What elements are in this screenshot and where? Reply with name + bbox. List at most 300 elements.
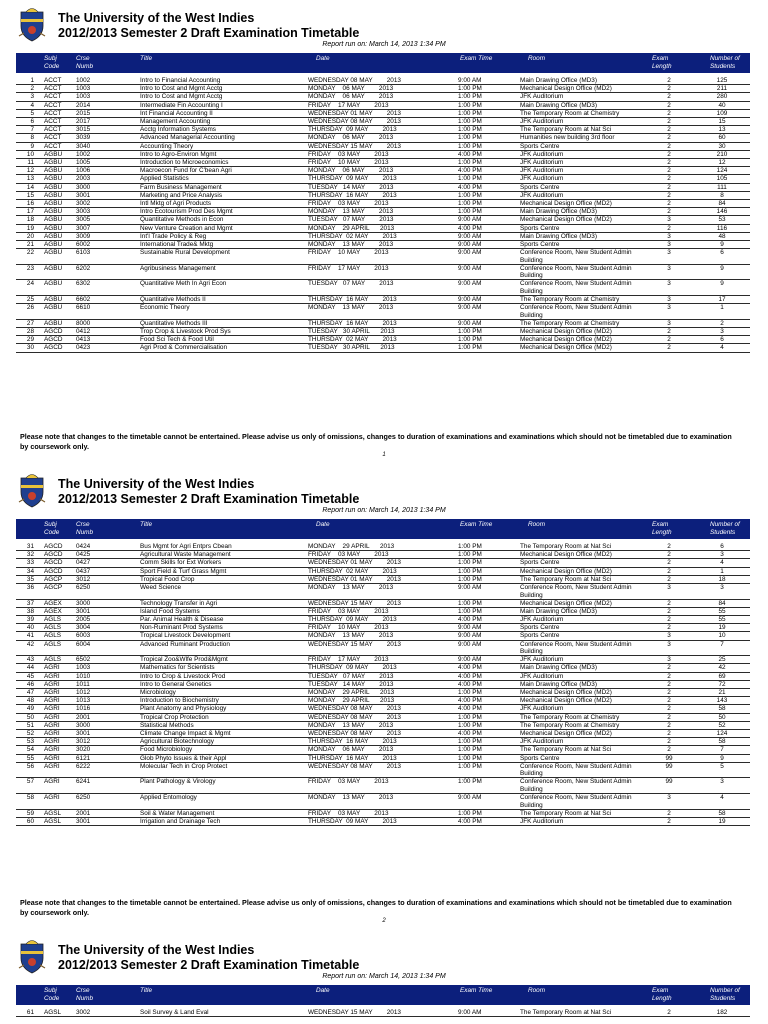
exam-time: 9:00 AM <box>458 794 482 801</box>
table-row <box>16 730 750 738</box>
course-title: Weed Science <box>140 584 182 591</box>
crse-numb: 3015 <box>76 126 91 134</box>
exam-length: 2 <box>667 118 671 125</box>
course-title: Microbiology <box>140 689 176 696</box>
crse-numb: 1012 <box>76 689 91 696</box>
row-number: 21 <box>26 241 34 248</box>
exam-time: 1:00 PM <box>458 778 482 786</box>
exam-time: 1:00 PM <box>458 134 482 142</box>
row-number: 58 <box>26 794 34 801</box>
crse-numb: 0424 <box>76 543 91 550</box>
subj-code: AGBU <box>44 319 63 327</box>
exam-time: 1:00 PM <box>458 208 482 216</box>
exam-length: 2 <box>667 200 671 207</box>
table-row <box>16 126 750 134</box>
crse-numb: 3000 <box>76 599 91 607</box>
exam-date: MONDAY 29 APRIL 2013 <box>308 543 395 550</box>
exam-room: The Temporary Room at Nat Sci <box>520 746 612 754</box>
exam-room: The Temporary Room at Nat Sci <box>520 543 612 550</box>
course-title: Applied Statistics <box>140 175 189 183</box>
exam-time: 4:00 PM <box>458 224 482 232</box>
student-count: 3 <box>720 551 724 559</box>
exam-date: THURSDAY 16 MAY 2013 <box>308 738 397 746</box>
exam-date: MONDAY 06 MAY 2013 <box>308 93 394 101</box>
course-title: Introduction to Biochemistry <box>140 697 219 705</box>
subj-code: AGCD <box>44 551 63 559</box>
exam-length: 2 <box>667 616 671 623</box>
course-title: Advanced Ruminant Production <box>140 640 230 648</box>
table-row <box>16 543 750 551</box>
crse-numb: 6202 <box>76 264 91 272</box>
crse-numb: 3020 <box>76 746 91 754</box>
exam-time: 1:00 PM <box>458 559 482 567</box>
crse-numb: 6002 <box>76 241 91 248</box>
subj-code: ACCT <box>44 93 62 101</box>
course-title: Technology Transfer in Agri <box>140 599 218 607</box>
crse-numb: 2001 <box>76 713 91 721</box>
table-row <box>16 85 750 93</box>
row-number: 7 <box>30 126 34 134</box>
exam-date: FRIDAY 10 MAY 2013 <box>308 159 389 166</box>
subj-code: AGLS <box>44 656 62 664</box>
subj-code: AGCD <box>44 543 63 550</box>
course-title: Quantitative Methods III <box>140 319 208 327</box>
course-title: Glob Phyto Issues & their Appl <box>140 754 227 762</box>
row-number: 55 <box>26 754 34 762</box>
exam-length: 2 <box>667 224 671 232</box>
header-subj-code: Subj Code <box>44 521 60 536</box>
subj-code: AGBU <box>44 150 63 158</box>
exam-time: 1:00 PM <box>458 118 482 125</box>
exam-time: 4:00 PM <box>458 697 482 705</box>
course-title: Intro to Crop & Livestock Prod <box>140 672 226 680</box>
subj-code: AGSL <box>44 809 62 817</box>
course-title: Accounting Theory <box>140 142 194 150</box>
course-title: Par. Animal Health & Disease <box>140 616 224 623</box>
row-number: 38 <box>26 607 34 615</box>
student-count: 13 <box>718 126 726 134</box>
table-row <box>16 296 750 304</box>
row-number: 8 <box>30 134 34 142</box>
table-row <box>16 265 750 281</box>
crse-numb: 3007 <box>76 224 91 232</box>
student-count: 40 <box>718 101 726 109</box>
student-count: 182 <box>716 1009 728 1016</box>
subj-code: AGLS <box>44 624 62 632</box>
table-row <box>16 722 750 730</box>
row-number: 61 <box>26 1009 34 1016</box>
row-number: 4 <box>30 101 34 109</box>
timetable-title: 2012/2013 Semester 2 Draft Examination Timetable <box>58 26 360 40</box>
header-exam-time: Exam Time <box>460 55 493 62</box>
exam-room: JFK Auditorium <box>520 817 564 825</box>
crse-numb: 1011 <box>76 680 90 688</box>
course-title: Sustainable Rural Development <box>140 249 230 257</box>
exam-date: FRIDAY 03 MAY 2013 <box>308 809 389 817</box>
exam-date: WEDNESDAY 01 MAY 2013 <box>308 109 401 117</box>
table-row <box>16 336 750 344</box>
exam-time: 1:00 PM <box>458 85 482 93</box>
exam-time: 1:00 PM <box>458 126 482 134</box>
table-row <box>16 705 750 713</box>
course-title: Intro to General Genetics <box>140 680 212 688</box>
student-count: 6 <box>720 336 724 344</box>
table-row <box>16 280 750 296</box>
exam-date: WEDNESDAY 15 MAY 2013 <box>308 640 401 648</box>
course-title: Applied Entomology <box>140 794 197 801</box>
course-title: Macroecon Fund for C'bean Agri <box>140 167 232 175</box>
exam-length: 2 <box>667 77 671 84</box>
header-title: Title <box>140 987 153 994</box>
exam-room: Sports Centre <box>520 754 560 762</box>
header-room: Room <box>528 55 546 62</box>
row-number: 24 <box>26 280 34 288</box>
exam-date: MONDAY 13 MAY 2013 <box>308 241 394 248</box>
exam-room: Mechanical Design Office (MD2) <box>520 200 612 207</box>
student-count: 3 <box>720 778 724 786</box>
exam-room: The Temporary Room at Chemistry <box>520 721 620 729</box>
student-count: 19 <box>718 817 726 825</box>
exam-length: 2 <box>667 328 671 335</box>
exam-time: 1:00 PM <box>458 746 482 754</box>
table-row <box>16 77 750 85</box>
exam-room: JFK Auditorium <box>520 150 564 158</box>
exam-length: 3 <box>667 241 671 248</box>
course-title: Advanced Managerial Accounting <box>140 134 235 142</box>
row-number: 53 <box>26 738 34 746</box>
subj-code: AGRI <box>44 738 60 746</box>
student-count: 124 <box>716 167 728 175</box>
crse-numb: 3004 <box>76 624 91 632</box>
row-number: 25 <box>26 296 34 303</box>
exam-room: Sports Centre <box>520 183 560 191</box>
student-count: 72 <box>718 680 726 688</box>
student-count: 143 <box>716 697 728 705</box>
exam-date: THURSDAY 02 MAY 2013 <box>308 336 397 344</box>
subj-code: AGBU <box>44 167 63 175</box>
table-row <box>16 110 750 118</box>
student-count: 9 <box>720 264 724 272</box>
exam-time: 1:00 PM <box>458 809 482 817</box>
exam-time: 9:00 AM <box>458 249 482 257</box>
crse-numb: 6610 <box>76 304 91 312</box>
exam-length: 2 <box>667 126 671 134</box>
exam-time: 1:00 PM <box>458 599 482 607</box>
course-title: Soil Survey & Land Eval <box>140 1009 209 1016</box>
exam-room: JFK Auditorium <box>520 93 564 101</box>
course-title: Food Microbiology <box>140 746 193 754</box>
row-number: 51 <box>26 721 34 729</box>
row-number: 11 <box>27 159 34 166</box>
university-crest-icon <box>18 938 46 974</box>
student-count: 58 <box>718 705 726 713</box>
exam-date: WEDNESDAY 15 MAY 2013 <box>308 599 401 607</box>
row-number: 29 <box>26 336 34 344</box>
exam-time: 4:00 PM <box>458 672 482 680</box>
exam-room: Conference Room, New Student Admin Building <box>520 249 632 264</box>
row-number: 19 <box>26 224 34 232</box>
exam-time: 9:00 AM <box>458 304 482 312</box>
table-header <box>16 53 750 73</box>
exam-time: 9:00 AM <box>458 264 482 272</box>
exam-length: 2 <box>667 705 671 713</box>
exam-date: THURSDAY 02 MAY 2013 <box>308 567 397 575</box>
subj-code: ACCT <box>44 118 62 125</box>
crse-numb: 1010 <box>76 672 91 680</box>
student-count: 25 <box>718 656 726 664</box>
exam-room: Conference Room, New Student Admin Building <box>520 584 632 599</box>
table-row <box>16 93 750 101</box>
course-title: Tropical Crop Protection <box>140 713 209 721</box>
exam-length: 2 <box>667 208 671 216</box>
exam-room: Mechanical Design Office (MD2) <box>520 567 612 575</box>
student-count: 125 <box>716 77 728 84</box>
subj-code: AGBU <box>44 159 63 166</box>
crse-numb: 1003 <box>76 664 91 672</box>
exam-time: 1:00 PM <box>458 191 482 199</box>
student-count: 60 <box>718 134 726 142</box>
table-row <box>16 794 750 810</box>
exam-length: 3 <box>667 632 671 640</box>
course-title: Trop Crop & Livestock Prod Sys <box>140 328 231 335</box>
exam-room: Mechanical Design Office (MD2) <box>520 216 612 224</box>
university-title: The University of the West Indies <box>58 11 255 25</box>
table-row <box>16 184 750 192</box>
crse-numb: 2005 <box>76 616 91 623</box>
subj-code: AGBU <box>44 241 63 248</box>
subj-code: AGBU <box>44 175 63 183</box>
subj-code: AGBU <box>44 249 63 257</box>
course-title: Mathematics for Scientists <box>140 664 215 672</box>
row-number: 39 <box>26 616 34 623</box>
exam-length: 2 <box>667 336 671 344</box>
subj-code: AGLS <box>44 632 62 640</box>
row-number: 43 <box>26 656 34 664</box>
table-row <box>16 624 750 632</box>
exam-date: MONDAY 29 APRIL 2013 <box>308 689 395 696</box>
header-subj-code: Subj Code <box>44 987 60 1002</box>
exam-time: 4:00 PM <box>458 664 482 672</box>
student-count: 19 <box>718 624 726 632</box>
exam-time: 9:00 AM <box>458 232 482 240</box>
subj-code: AGBU <box>44 216 63 224</box>
exam-room: Mechanical Design Office (MD2) <box>520 344 612 352</box>
student-count: 4 <box>720 559 724 567</box>
table-row <box>16 616 750 624</box>
exam-time: 1:00 PM <box>458 754 482 762</box>
table-row <box>16 216 750 224</box>
table-row <box>16 118 750 126</box>
exam-length: 2 <box>667 175 671 183</box>
subj-code: AGBU <box>44 224 63 232</box>
course-title: Intro to Agro-Environ Mgmt <box>140 150 217 158</box>
exam-date: TUESDAY 07 MAY 2013 <box>308 672 394 680</box>
course-title: Intermediate Fin Accounting I <box>140 101 223 109</box>
student-count: 6 <box>720 543 724 550</box>
exam-time: 9:00 AM <box>458 216 482 224</box>
exam-date: FRIDAY 10 MAY 2013 <box>308 249 389 257</box>
row-number: 2 <box>30 85 34 93</box>
exam-date: MONDAY 06 MAY 2013 <box>308 167 394 175</box>
crse-numb: 8000 <box>76 319 91 327</box>
crse-numb: 3002 <box>76 1009 91 1016</box>
subj-code: AGCP <box>44 575 63 583</box>
student-count: 18 <box>718 575 726 583</box>
header-exam-time: Exam Time <box>460 987 493 994</box>
table-row <box>16 102 750 110</box>
table-row <box>16 755 750 763</box>
university-title: The University of the West Indies <box>58 477 255 491</box>
exam-length: 2 <box>667 543 671 550</box>
student-count: 2 <box>720 319 724 327</box>
exam-room: Humanities new building 3rd floor <box>520 134 615 142</box>
exam-length: 2 <box>667 713 671 721</box>
student-count: 21 <box>718 689 726 696</box>
row-number: 37 <box>26 599 34 607</box>
student-count: 84 <box>718 599 726 607</box>
student-count: 7 <box>720 640 724 648</box>
exam-length: 3 <box>667 640 671 648</box>
row-number: 20 <box>26 232 34 240</box>
header-date: Date <box>316 987 330 994</box>
table-row <box>16 818 750 826</box>
student-count: 55 <box>718 616 726 623</box>
exam-length: 3 <box>667 794 671 801</box>
subj-code: AGLS <box>44 616 62 623</box>
table-row <box>16 697 750 705</box>
table-row <box>16 233 750 241</box>
header-exam-time: Exam Time <box>460 521 493 528</box>
page-number: 2 <box>382 918 386 924</box>
course-title: Plant Anatomy and Physiology <box>140 705 227 713</box>
crse-numb: 6121 <box>76 754 91 762</box>
student-count: 109 <box>716 109 728 117</box>
subj-code: AGRI <box>44 730 60 737</box>
exam-room: JFK Auditorium <box>520 656 564 664</box>
exam-room: The Temporary Room at Chemistry <box>520 713 620 721</box>
table-row <box>16 344 750 352</box>
exam-room: Mechanical Design Office (MD2) <box>520 697 612 705</box>
course-title: Non-Ruminant Prod Systems <box>140 624 223 632</box>
exam-length: 2 <box>667 809 671 817</box>
row-number: 54 <box>26 746 34 754</box>
exam-time: 9:00 AM <box>458 656 482 664</box>
subj-code: AGBU <box>44 183 63 191</box>
exam-date: THURSDAY 09 MAY 2013 <box>308 175 397 183</box>
header-room: Room <box>528 987 546 994</box>
course-title: Quantitative Meth In Agri Econ <box>140 280 227 288</box>
crse-numb: 0412 <box>76 328 91 335</box>
exam-length: 2 <box>667 191 671 199</box>
exam-length: 2 <box>667 624 671 632</box>
exam-room: Sports Centre <box>520 632 560 640</box>
table-row <box>16 763 750 779</box>
exam-date: MONDAY 06 MAY 2013 <box>308 134 394 142</box>
subj-code: AGBU <box>44 208 63 216</box>
crse-numb: 6502 <box>76 656 91 664</box>
subj-code: AGRI <box>44 672 60 680</box>
crse-numb: 6004 <box>76 640 91 648</box>
subj-code: AGBU <box>44 191 63 199</box>
table-row <box>16 328 750 336</box>
crse-numb: 6250 <box>76 584 91 591</box>
exam-date: MONDAY 13 MAY 2013 <box>308 584 394 591</box>
exam-date: MONDAY 13 MAY 2013 <box>308 304 394 312</box>
course-title: Food Sci Tech & Food Util <box>140 336 214 344</box>
row-number: 13 <box>26 175 34 183</box>
subj-code: ACCT <box>44 101 62 109</box>
row-number: 47 <box>26 689 34 696</box>
course-title: Intl Mktg of Agri Products <box>140 200 212 207</box>
exam-time: 1:00 PM <box>458 689 482 696</box>
report-run-date: Report run on: March 14, 2013 1:34 PM <box>322 41 446 48</box>
exam-date: MONDAY 13 MAY 2013 <box>308 794 394 801</box>
crse-numb: 3009 <box>76 232 91 240</box>
exam-room: Main Drawing Office (MD3) <box>520 101 597 109</box>
exam-room: The Temporary Room at Nat Sci <box>520 809 612 817</box>
exam-time: 9:00 AM <box>458 624 482 632</box>
exam-length: 3 <box>667 656 671 664</box>
exam-length: 2 <box>667 93 671 101</box>
exam-date: WEDNESDAY 01 MAY 2013 <box>308 559 401 567</box>
table-row <box>16 151 750 159</box>
exam-date: MONDAY 13 MAY 2013 <box>308 721 394 729</box>
exam-time: 4:00 PM <box>458 167 482 175</box>
exam-date: THURSDAY 02 MAY 2013 <box>308 232 397 240</box>
row-number: 16 <box>26 200 34 207</box>
row-number: 52 <box>26 730 34 737</box>
exam-date: MONDAY 06 MAY 2013 <box>308 85 394 93</box>
exam-room: Conference Room, New Student Admin Building <box>520 264 632 280</box>
exam-time: 4:00 PM <box>458 730 482 737</box>
subj-code: AGCD <box>44 559 63 567</box>
exam-date: TUESDAY 30 APRIL 2013 <box>308 328 395 335</box>
row-number: 48 <box>26 697 34 705</box>
student-count: 10 <box>718 632 726 640</box>
exam-room: JFK Auditorium <box>520 705 564 713</box>
course-title: New Venture Creation and Mgmt <box>140 224 233 232</box>
exam-date: TUESDAY 14 MAY 2013 <box>308 680 394 688</box>
exam-date: FRIDAY 17 MAY 2013 <box>308 656 389 664</box>
exam-room: Sports Centre <box>520 624 560 632</box>
exam-length: 2 <box>667 1009 671 1016</box>
subj-code: AGRI <box>44 746 60 754</box>
university-crest-icon <box>18 472 46 508</box>
row-number: 1 <box>30 77 34 84</box>
exam-date: THURSDAY 16 MAY 2013 <box>308 319 397 327</box>
exam-room: JFK Auditorium <box>520 191 564 199</box>
course-title: Management Accounting <box>140 118 211 125</box>
exam-room: The Temporary Room at Nat Sci <box>520 575 612 583</box>
course-title: Intro to Cost and Mgmt Acctg <box>140 93 223 101</box>
crse-numb: 0427 <box>76 559 91 567</box>
exam-time: 1:00 PM <box>458 607 482 615</box>
row-number: 34 <box>26 567 34 575</box>
timetable-note: Please note that changes to the timetable cannot be entertained. Please advise us only of omissions, changes to duration of examinations and examinations which should not be timetabled due to examination by coursework only. <box>20 898 732 917</box>
table-row <box>16 584 750 600</box>
table-row <box>16 778 750 794</box>
student-count: 52 <box>718 721 726 729</box>
crse-numb: 6241 <box>76 778 91 786</box>
exam-room: Main Drawing Office (MD3) <box>520 208 597 216</box>
row-number: 60 <box>26 817 34 825</box>
student-count: 9 <box>720 280 724 288</box>
crse-numb: 1002 <box>76 77 91 84</box>
exam-room: JFK Auditorium <box>520 167 564 175</box>
table-row <box>16 664 750 672</box>
exam-date: THURSDAY 09 MAY 2013 <box>308 664 397 672</box>
exam-length: 2 <box>667 599 671 607</box>
